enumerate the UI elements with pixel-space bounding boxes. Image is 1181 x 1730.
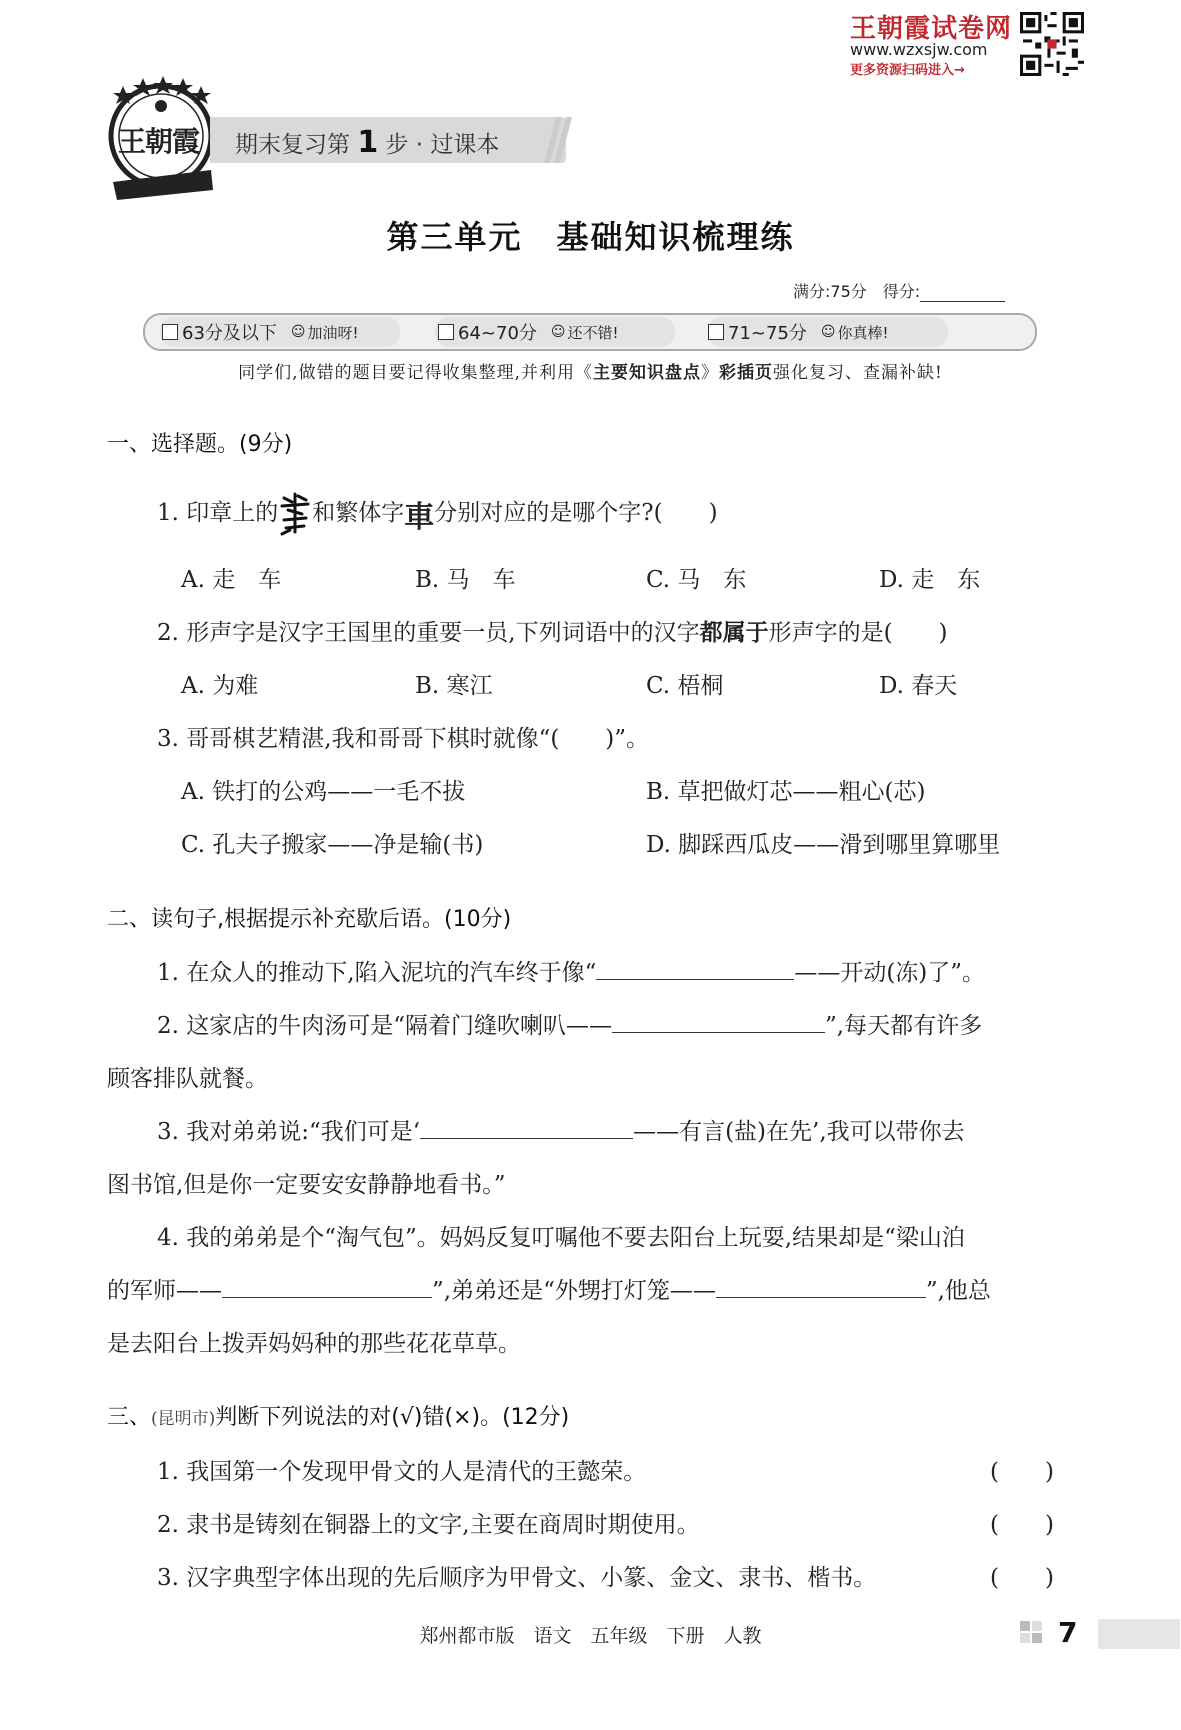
option-d[interactable]: D. 脚踩西瓜皮——滑到哪里算哪里 xyxy=(646,832,1001,858)
page-title: 第三单元 基础知识梳理练 xyxy=(386,218,795,256)
checkbox[interactable] xyxy=(438,324,454,340)
checkbox[interactable] xyxy=(708,324,724,340)
brand-tip: 更多资源扫码进入→ xyxy=(850,63,965,78)
answer-blank[interactable] xyxy=(612,1010,825,1033)
option-a[interactable]: A. 铁打的公鸡——一毛不拔 xyxy=(181,779,466,805)
qr-code-icon[interactable] xyxy=(1020,12,1084,76)
judge-item-3: 3. 汉字典型字体出现的先后顺序为甲骨文、小篆、金文、隶书、楷书。 xyxy=(157,1565,877,1591)
section-heading-3: 三、(昆明市)判断下列说法的对(√)错(×)。(12分) xyxy=(107,1405,570,1430)
option-d[interactable]: D. 走 东 xyxy=(879,567,981,593)
answer-blank[interactable] xyxy=(222,1275,432,1298)
option-c[interactable]: C. 马 东 xyxy=(646,567,747,593)
smiley-icon: ☺ xyxy=(820,324,836,340)
traditional-glyph: 車 xyxy=(404,500,435,535)
banner-text: 期末复习第 1 步 · 过课本 xyxy=(235,125,500,160)
option-c[interactable]: C. 孔夫子搬家——净是输(书) xyxy=(181,832,484,858)
answer-paren[interactable]: ( ) xyxy=(990,1459,1054,1485)
section-heading-1: 一、选择题。(9分) xyxy=(107,432,293,457)
question-1: 1. 在众人的推动下,陷入泥坑的汽车终于像“ ——开动(冻)了”。 xyxy=(157,954,985,987)
score-info: 满分:75分 得分: xyxy=(793,279,1005,302)
page-number-block xyxy=(1020,1617,1180,1655)
option-c[interactable]: C. 梧桐 xyxy=(646,673,724,699)
question-3: 3. 哥哥棋艺精湛,我和哥哥下棋时就像“( )”。 xyxy=(157,726,650,752)
option-d[interactable]: D. 春天 xyxy=(879,673,958,699)
logo-text: 王朝霞 xyxy=(118,125,200,158)
answer-blank[interactable] xyxy=(596,957,794,980)
checkbox[interactable] xyxy=(162,324,178,340)
judge-item-1: 1. 我国第一个发现甲骨文的人是清代的王懿荣。 xyxy=(157,1459,647,1485)
footer-text: 郑州都市版 语文 五年级 下册 人教 xyxy=(419,1625,762,1647)
option-a[interactable]: A. 走 车 xyxy=(181,567,282,593)
smiley-icon: ☺ xyxy=(550,324,566,340)
option-b[interactable]: B. 寒江 xyxy=(415,673,493,699)
answer-blank[interactable] xyxy=(420,1116,633,1139)
score-input[interactable] xyxy=(920,287,1005,302)
question-2-cont: 顾客排队就餐。 xyxy=(107,1066,268,1092)
section-heading-2: 二、读句子,根据提示补充歇后语。(10分) xyxy=(107,907,512,932)
answer-blank[interactable] xyxy=(716,1275,926,1298)
smiley-icon: ☺ xyxy=(290,324,306,340)
page-number: 7 xyxy=(1058,1616,1078,1649)
brand-url[interactable]: www.wzxsjw.com xyxy=(850,40,988,59)
option-b[interactable]: B. 马 车 xyxy=(415,567,516,593)
question-2: 2. 这家店的牛肉汤可是“隔着门缝吹喇叭—— ”,每天都有许多 xyxy=(157,1007,982,1040)
seal-script-glyph xyxy=(278,492,312,536)
question-4: 4. 我的弟弟是个“淘气包”。妈妈反复叮嘱他不要去阳台上玩耍,结果却是“梁山泊 xyxy=(157,1225,965,1251)
brand-name: 王朝霞试卷网 xyxy=(850,14,1013,44)
notice-text: 同学们,做错的题目要记得收集整理,并利用《主要知识盘点》彩插页强化复习、查漏补缺! xyxy=(238,363,943,383)
question-3-cont: 图书馆,但是你一定要安安静静地看书。” xyxy=(107,1172,506,1198)
question-1: 1. 印章上的 和繁体字車分别对应的是哪个字?( ) xyxy=(157,492,718,536)
banner-stripes xyxy=(540,117,580,163)
rating-option-3: 71~75分 ☺ 你真棒! xyxy=(708,319,889,345)
answer-paren[interactable]: ( ) xyxy=(990,1512,1054,1538)
option-a[interactable]: A. 为难 xyxy=(181,673,259,699)
option-b[interactable]: B. 草把做灯芯——粗心(芯) xyxy=(646,779,926,805)
question-2: 2. 形声字是汉字王国里的重要一员,下列词语中的汉字都属于形声字的是( ) xyxy=(157,620,948,646)
question-4-cont: 的军师—— ”,弟弟还是“外甥打灯笼—— ”,他总 xyxy=(107,1272,991,1305)
rating-option-1: 63分及以下 ☺ 加油呀! xyxy=(162,319,359,345)
question-4-cont2: 是去阳台上拨弄妈妈种的那些花花草草。 xyxy=(107,1331,521,1357)
answer-paren[interactable]: ( ) xyxy=(990,1565,1054,1591)
rating-option-2: 64~70分 ☺ 还不错! xyxy=(438,319,619,345)
question-3: 3. 我对弟弟说:“我们可是‘ ——有言(盐)在先’,我可以带你去 xyxy=(157,1113,965,1146)
judge-item-2: 2. 隶书是铸刻在铜器上的文字,主要在商周时期使用。 xyxy=(157,1512,700,1538)
